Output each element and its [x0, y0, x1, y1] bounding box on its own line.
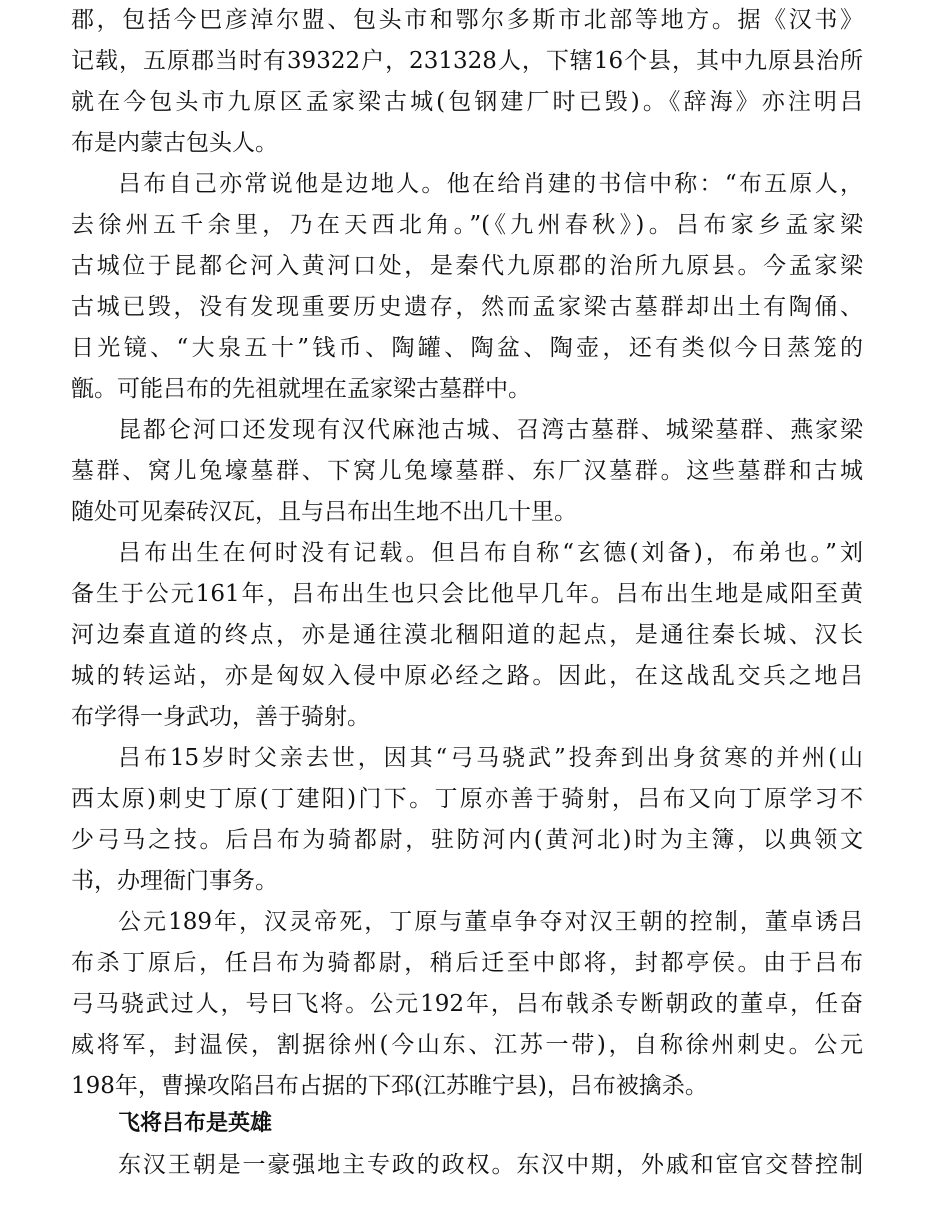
paragraph-first-line: 吕布自己亦常说他是边地人。他在给肖建的书信中称：“布五原人，	[118, 171, 863, 197]
paragraph-first-line: 公元189年，汉灵帝死，丁原与董卓争夺对汉王朝的控制，董卓诱吕	[118, 909, 863, 935]
text-line: 弓马骁武过人，号曰飞将。公元192年，吕布戟杀专断朝政的董卓，任奋	[71, 991, 863, 1017]
text-line: 备生于公元161年，吕布出生也只会比他早几年。吕布出生地是咸阳至黄	[71, 581, 863, 607]
paragraph-first-line: 昆都仑河口还发现有汉代麻池古城、召湾古墓群、城梁墓群、燕家梁	[118, 417, 863, 443]
text-line: 威将军，封温侯，割据徐州(今山东、江苏一带)，自称徐州刺史。公元	[71, 1032, 863, 1058]
paragraph-first-line: 吕布出生在何时没有记载。但吕布自称“玄德(刘备)，布弟也。”刘	[118, 540, 863, 566]
text-line: 郡，包括今巴彦淖尔盟、包头市和鄂尔多斯市北部等地方。据《汉书》	[71, 7, 863, 33]
text-line: 古城已毁，没有发现重要历史遗存，然而孟家梁古墓群却出土有陶俑、	[71, 294, 863, 320]
text-line: 布杀丁原后，任吕布为骑都尉，稍后迁至中郎将，封都亭侯。由于吕布	[71, 950, 863, 976]
text-line: 墓群、窝儿兔壕墓群、下窝儿兔壕墓群、东厂汉墓群。这些墓群和古城	[71, 458, 863, 484]
text-line: 西太原)刺史丁原(丁建阳)门下。丁原亦善于骑射，吕布又向丁原学习不	[71, 786, 863, 812]
text-line: 日光镜、“大泉五十”钱币、陶罐、陶盆、陶壶，还有类似今日蒸笼的	[71, 335, 863, 361]
text-line: 记载，五原郡当时有39322户，231328人，下辖16个县，其中九原县治所	[71, 48, 863, 74]
text-line: 甑。可能吕布的先祖就埋在孟家梁古墓群中。	[71, 376, 531, 402]
text-line: 随处可见秦砖汉瓦，且与吕布出生地不出几十里。	[71, 499, 577, 525]
text-line: 198年，曹操攻陷吕布占据的下邳(江苏睢宁县)，吕布被擒杀。	[71, 1073, 708, 1099]
paragraph-first-line: 东汉王朝是一豪强地主专政的政权。东汉中期，外戚和宦官交替控制	[118, 1152, 863, 1178]
text-line: 城的转运站，亦是匈奴入侵中原必经之路。因此，在这战乱交兵之地吕	[71, 663, 863, 689]
text-line: 就在今包头市九原区孟家梁古城(包钢建厂时已毁)。《辞海》亦注明吕	[71, 89, 863, 115]
text-line: 古城位于昆都仑河入黄河口处，是秦代九原郡的治所九原县。今孟家梁	[71, 253, 863, 279]
text-line: 去徐州五千余里，乃在天西北角。”(《九州春秋》)。吕布家乡孟家梁	[71, 212, 863, 238]
text-line: 布学得一身武功，善于骑射。	[71, 704, 370, 730]
text-line: 少弓马之技。后吕布为骑都尉，驻防河内(黄河北)时为主簿，以典领文	[71, 827, 863, 853]
section-heading: 飞将吕布是英雄	[118, 1111, 273, 1136]
paragraph-first-line: 吕布15岁时父亲去世，因其“弓马骁武”投奔到出身贫寒的并州(山	[118, 745, 863, 771]
text-line: 书，办理衙门事务。	[71, 868, 278, 894]
text-line: 布是内蒙古包头人。	[71, 130, 278, 156]
text-line: 河边秦直道的终点，亦是通往漠北稒阳道的起点，是通往秦长城、汉长	[71, 622, 863, 648]
